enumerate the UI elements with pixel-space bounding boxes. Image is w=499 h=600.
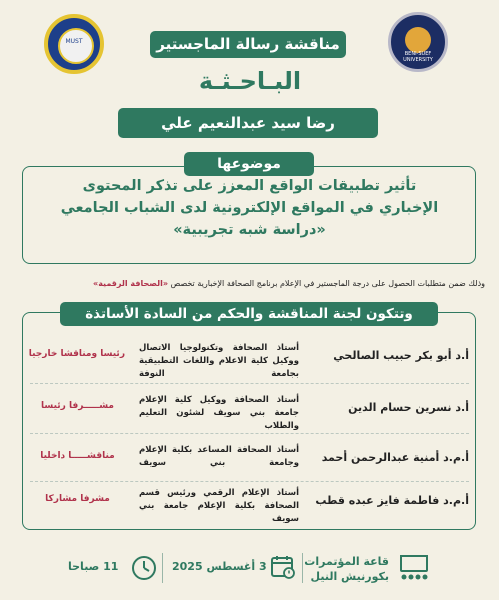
event-time: 11 صباحا (68, 560, 119, 573)
committee-member (30, 335, 469, 381)
committee-label: وتتكون لجنة المناقشة والحكم من السادة الأساتذة (60, 302, 438, 326)
topic-line: «دراسة شبه تجريبية» (173, 222, 326, 238)
venue-line: بكورنيش النيل (310, 570, 389, 583)
committee-member (30, 437, 469, 483)
committee-member (30, 387, 469, 433)
member-name: أ.د نسرين حسام الدين (348, 401, 469, 414)
note-text: وذلك ضمن متطلبات الحصول على درجة الماجستير في الإعلام برنامج الصحافة الإخبارية تخصص (170, 279, 485, 288)
researcher-name: رضا سيد عبدالنعيم علي (118, 108, 378, 138)
logo-emblem (58, 28, 94, 64)
venue-line: قاعة المؤتمرات (304, 555, 389, 568)
page-title: مناقشة رسالة الماجستير (150, 31, 346, 58)
calendar-icon (270, 554, 296, 580)
member-desc: أستاذ الإعلام الرقمي ورئيس قسم الصحافة بكلية الإعلام جامعة بني سويف (139, 488, 299, 524)
right-logo-text: BENI-SUEF UNIVERSITY (403, 51, 433, 63)
left-logo-text: MUST (65, 38, 83, 45)
requirements-note (14, 279, 485, 288)
member-name: أ.م.د فاطمة فايز عبده قطب (315, 494, 469, 507)
must-university-logo (44, 14, 104, 74)
member-name: أ.د أبو بكر حبيب الصالحي (333, 349, 469, 362)
note-highlight: «الصحافة الرقمية» (93, 279, 169, 288)
row-divider (30, 433, 469, 434)
member-desc: أستاذ الصحافة المساعد بكلية الإعلام وجامعة بني سويف (139, 445, 299, 468)
logo-emblem (405, 27, 431, 53)
member-name: أ.م.د أمنية عبدالرحمن أحمد (321, 451, 469, 464)
row-divider (30, 383, 469, 384)
footer-divider (162, 553, 163, 583)
topic-line: الإخباري في المواقع الإلكترونية لدى الشباب الجامعي (60, 200, 439, 216)
venue-icon (398, 553, 430, 583)
committee-member (30, 480, 469, 526)
venue (304, 554, 389, 584)
topic-text (40, 175, 459, 241)
member-role: مشرفا مشاركا (45, 494, 110, 504)
beni-suef-university-logo (388, 12, 448, 72)
clock-icon (130, 554, 158, 582)
researcher-label: البـاحـثـة (198, 67, 302, 95)
member-role: مشـــــرفا رئيسا (41, 401, 114, 411)
footer-divider (302, 553, 303, 583)
event-date: 3 أغسطس 2025 (172, 560, 267, 573)
member-role: مناقشـــــا داخليا (40, 451, 115, 461)
member-role: رئيسا ومناقشا خارجيا (28, 349, 125, 359)
member-desc: أستاذ الصحافة وتكنولوجيا الاتصال ووكيل كلية الاعلام واللغات التطبيقية بجامعة النوفة (139, 343, 299, 379)
member-desc: أستاذ الصحافة ووكيل كلية الإعلام جامعة بني سويف لشئون التعليم والطلاب (139, 395, 299, 431)
topic-line: تأثير تطبيقات الواقع المعزز على تذكر المحتوى (82, 178, 417, 194)
topic-label: موضوعها (184, 152, 314, 176)
